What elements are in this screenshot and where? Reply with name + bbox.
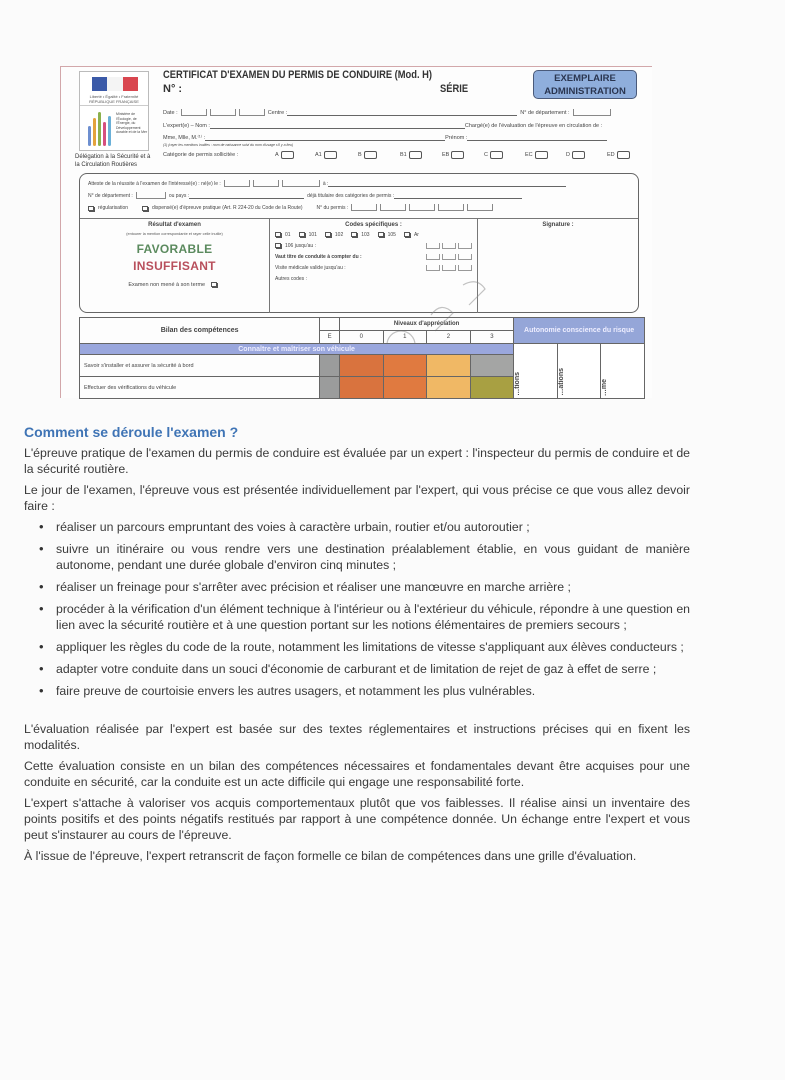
attestation-section — [79, 173, 639, 313]
codes-checkboxes — [275, 232, 472, 238]
category-a1[interactable]: A1 — [315, 151, 337, 159]
date-label: Date : — [163, 110, 178, 116]
code-105[interactable]: 105 — [378, 232, 396, 238]
category-ec[interactable]: EC — [525, 151, 548, 159]
level-cell[interactable] — [320, 377, 340, 399]
niveaux-header: Niveaux d'appréciation — [340, 318, 514, 331]
regularisation-checkbox[interactable] — [88, 206, 94, 211]
favorable-mention[interactable]: FAVORABLE — [136, 242, 213, 256]
category-a[interactable]: A — [275, 151, 294, 159]
centre-field[interactable] — [287, 110, 517, 116]
level-cell[interactable] — [340, 355, 384, 377]
level-cell[interactable] — [383, 355, 427, 377]
codes-box — [270, 218, 478, 313]
level-0: 0 — [340, 331, 384, 344]
list-item: • adapter votre conduite dans un souci d'économie de carburant et de limitation de rejet de gaz à effet de serre ; — [56, 661, 690, 677]
section-band: Connaître et maîtriser son véhicule — [80, 344, 514, 355]
vaut-titre-line: Vaut titre de conduite à compter du : — [275, 254, 472, 260]
birth-place-field[interactable] — [328, 181, 566, 187]
paragraph: Le jour de l'examen, l'épreuve vous est présentée individuellement par l'expert, qui vous précise ce que vous allez devoir faire : — [24, 483, 690, 513]
level-3: 3 — [470, 331, 514, 344]
list-item: • faire preuve de courtoisie envers les autres usagers, et notamment les plus vulnérables. — [56, 683, 690, 699]
level-cell[interactable] — [383, 377, 427, 399]
checkbox — [490, 151, 503, 159]
candidate-line — [163, 135, 607, 141]
insuffisant-mention[interactable]: INSUFFISANT — [133, 259, 216, 273]
bilan-header: Bilan des compétences — [80, 318, 320, 344]
category-ed[interactable]: ED — [607, 151, 630, 159]
category-d[interactable]: D — [566, 151, 585, 159]
ministry-logo-icon — [86, 112, 114, 146]
republic-logo — [79, 71, 149, 151]
republic-motto: Liberté • Égalité • Fraternité RÉPUBLIQUE FRANÇAISE — [89, 94, 139, 104]
titulaire-field[interactable] — [394, 193, 522, 199]
document-body — [24, 424, 690, 869]
list-item: • appliquer les règles du code de la route, notamment les limitations de vitesse s'appliquant aux élèves conducteurs ; — [56, 639, 690, 655]
autonomie-header: Autonomie conscience du risque — [514, 318, 645, 344]
date-field[interactable] — [181, 109, 265, 116]
expert-field[interactable] — [210, 123, 465, 129]
level-cell[interactable] — [340, 377, 384, 399]
checkbox — [572, 151, 585, 159]
reussite-line: Atteste de la réussite à l'examen de l'intéressé(e) : né(e) le : à : — [88, 180, 566, 187]
visite-line: Visite médicale valide jusqu'au : — [275, 265, 472, 271]
code-101[interactable]: 101 — [299, 232, 317, 238]
autres-codes-line: Autres codes : — [275, 276, 307, 282]
checkbox — [617, 151, 630, 159]
expert-label: L'expert(e) – Nom : — [163, 123, 210, 129]
prenom-field[interactable] — [467, 135, 607, 141]
result-subtitle: (entourer la mention correspondante et rayer celle inutile) — [126, 232, 223, 236]
permis-number-field[interactable] — [351, 204, 493, 211]
code-103[interactable]: 103 — [351, 232, 369, 238]
list-item: • réaliser un parcours empruntant des voies à caractère urbain, routier et/ou autoroutier ; — [56, 519, 690, 535]
list-item: • réaliser un freinage pour s'arrêter avec précision et réaliser une manœuvre en marche arrière ; — [56, 579, 690, 595]
french-flag-icon — [92, 77, 138, 91]
paragraph: L'expert s'attache à valoriser vos acquis comportementaux plutôt que vos faiblesses. Il réalise ainsi un inventaire des points positifs et des points négatifs restitués par rapport à une compétence donnée. Un échange entre l'expert et vous peut s'instaurer au cours de l'épreuve. — [24, 796, 690, 842]
checkbox — [281, 151, 294, 159]
code-106-checkbox[interactable] — [275, 243, 281, 248]
list-item: • suivre un itinéraire ou vous rendre vers une destination préalablement établie, en vous guidant de manière autonome, pendant une durée globale d'environ cinq minutes ; — [56, 541, 690, 573]
vertical-label: …me — [601, 378, 609, 396]
non-mene-line: Examen non mené à son terme — [80, 282, 269, 288]
level-1: 1 — [383, 331, 427, 344]
result-box — [80, 218, 270, 313]
level-cell[interactable] — [470, 377, 514, 399]
code-106-line: 106 jusqu'au : — [275, 243, 472, 249]
category-c[interactable]: C — [484, 151, 503, 159]
category-label: Catégorie de permis sollicitée : — [163, 152, 239, 158]
form-number-label: N° : — [163, 83, 183, 95]
visite-date[interactable] — [426, 265, 472, 271]
non-mene-checkbox[interactable] — [211, 282, 217, 287]
level-cell[interactable] — [320, 355, 340, 377]
dept-field[interactable] — [136, 192, 166, 199]
level-e: E — [320, 331, 340, 344]
birth-date-field[interactable] — [224, 180, 320, 187]
dispense-checkbox[interactable] — [142, 206, 148, 211]
competence-label: Savoir s'installer et assurer la sécurité à bord — [80, 355, 320, 377]
task-list — [24, 519, 690, 699]
paragraph: Cette évaluation consiste en un bilan des compétences nécessaires et fondamentales devant être acquises pour une conduite en sécurité, car la conduite est un acte difficile qui engage une responsabilité forte. — [24, 759, 690, 789]
result-title: Résultat d'examen — [148, 222, 201, 228]
code-106-date[interactable] — [426, 243, 472, 249]
signature-box[interactable] — [478, 218, 638, 313]
checkbox — [451, 151, 464, 159]
paragraph: À l'issue de l'épreuve, l'expert retranscrit de façon formelle ce bilan de compétences dans une grille d'évaluation. — [24, 849, 637, 863]
paragraph: L'épreuve pratique de l'examen du permis de conduire est évaluée par un expert : l'inspecteur du permis de conduire et de la sécurité routière. — [24, 446, 691, 476]
checkbox — [535, 151, 548, 159]
expert-line — [163, 123, 602, 129]
checkbox — [324, 151, 337, 159]
level-cell[interactable] — [427, 355, 471, 377]
category-eb[interactable]: EB — [442, 151, 464, 159]
category-b1[interactable]: B1 — [400, 151, 422, 159]
exam-certificate-form — [60, 66, 652, 398]
paragraph: L'évaluation réalisée par l'expert est basée sur des textes réglementaires et instructions précises qui en fixent les modalités. — [24, 722, 690, 752]
level-cell[interactable] — [470, 355, 514, 377]
departement-label: N° de département : — [520, 110, 570, 116]
date-centre-line — [163, 109, 614, 116]
competences-grid — [79, 317, 645, 399]
form-serie-label: SÉRIE — [440, 83, 469, 95]
competence-label: Effectuer des vérifications du véhicule — [80, 377, 320, 399]
list-item: • procéder à la vérification d'un élément technique à l'intérieur ou à l'extérieur du véhicule, répondre à une question en lien avec la sécurité routière et à une question portant sur les notions élémentaires de premiers secours ; — [56, 601, 690, 633]
level-2: 2 — [427, 331, 471, 344]
vertical-label: …tions — [514, 372, 522, 396]
centre-label: Centre : — [267, 110, 288, 116]
vertical-label: …ations — [557, 368, 565, 396]
code-ar[interactable]: Ar — [404, 232, 419, 238]
candidate-label: Mme, Mlle, M.⁽¹⁾ : — [163, 135, 206, 141]
exemplaire-badge: EXEMPLAIRE ADMINISTRATION — [533, 70, 637, 99]
code-01[interactable]: 01 — [275, 232, 291, 238]
candidate-field[interactable] — [205, 135, 445, 141]
section-heading: Comment se déroule l'examen ? — [24, 424, 239, 440]
checkbox — [409, 151, 422, 159]
signature-label: Signature : — [542, 222, 574, 228]
form-title: CERTIFICAT D'EXAMEN DU PERMIS DE CONDUIRE (Mod. H) — [163, 69, 433, 81]
departement-field[interactable] — [573, 109, 611, 116]
ministry-name: Ministère de l'Écologie, de l'Énergie, du Développement durable et de la Mer — [116, 112, 148, 134]
level-cell[interactable] — [427, 377, 471, 399]
vaut-titre-date[interactable] — [426, 254, 472, 260]
prenom-label: Prénom : — [445, 135, 468, 141]
charge-label: Chargé(e) de l'évaluation de l'épreuve en circulation de : — [464, 123, 603, 129]
code-102[interactable]: 102 — [325, 232, 343, 238]
footnote: (1) (rayer les mentions inutiles : nom de naissance suivi du nom d'usage s'il y a lieu) — [163, 143, 294, 147]
delegation-label: Délégation à la Sécurité et à la Circulation Routières — [75, 154, 151, 168]
pays-field[interactable] — [189, 193, 304, 199]
dept-line: N° de département : ou pays : déjà titulaire des catégories de permis : — [88, 192, 522, 199]
checkbox — [364, 151, 377, 159]
codes-title: Codes spécifiques : — [345, 222, 402, 228]
regularisation-line: régularisation dispensé(e) d'épreuve pratique (Art. R 224-20 du Code de la Route) N° du permis : — [88, 204, 496, 211]
category-b[interactable]: B — [358, 151, 377, 159]
